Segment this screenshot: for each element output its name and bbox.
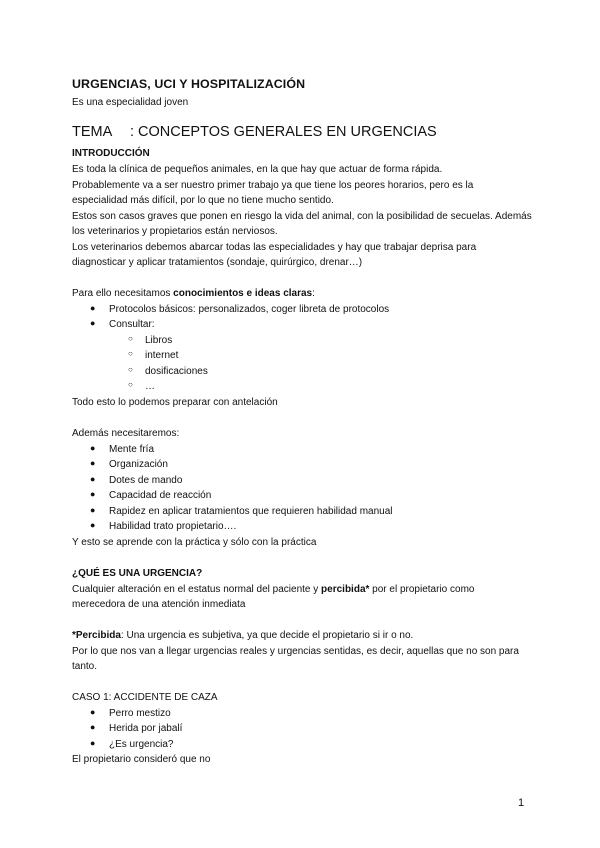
sub-bullet-icon: ○ — [128, 334, 133, 343]
intro-line: especialidad más difícil, por lo que no tiene mucho sentido. — [72, 195, 334, 206]
sub-bullet-icon: ○ — [128, 365, 133, 374]
urgency-def-prefix: Cualquier alteración en el estatus normal del paciente y — [72, 584, 322, 595]
sub-bullet-icon: ○ — [128, 349, 133, 358]
bullet-icon: ● — [90, 722, 96, 732]
needs-prefix: Para ello necesitamos — [72, 288, 174, 299]
intro-line: Los veterinarios debemos abarcar todas las especialidades y hay que trabajar deprisa para — [72, 242, 477, 253]
list-item: Capacidad de reacción — [109, 490, 212, 501]
bullet-icon: ● — [90, 474, 96, 484]
sub-list-item: … — [145, 381, 155, 392]
needs-suffix: : — [312, 288, 315, 299]
prepare-line: Todo esto lo podemos preparar con antelación — [72, 397, 278, 408]
bullet-icon: ● — [90, 520, 96, 530]
ademas-line: Además necesitaremos: — [72, 428, 180, 439]
case-conclusion: El propietario consideró que no — [72, 754, 211, 765]
list-item: Herida por jabalí — [109, 723, 183, 734]
list-item: Habilidad trato propietario…. — [109, 521, 237, 532]
intro-line: Es toda la clínica de pequeños animales, en la que hay que actuar de forma rápida. — [72, 164, 443, 175]
urgency-definition-line2: merecedora de una atención inmediata — [72, 599, 246, 610]
footnote-line2: Por lo que nos van a llegar urgencias reales y urgencias sentidas, es decir, aquellas que no son para — [72, 646, 519, 657]
needs-paragraph — [72, 287, 315, 300]
footnote — [72, 629, 413, 642]
list-item: Perro mestizo — [109, 708, 171, 719]
document-title: URGENCIAS, UCI Y HOSPITALIZACIÓN — [72, 77, 306, 91]
bullet-icon: ● — [90, 458, 96, 468]
bullet-icon: ● — [90, 303, 96, 313]
footnote-text: : Una urgencia es subjetiva, ya que decide el propietario si ir o no. — [120, 630, 414, 641]
sub-list-item: Libros — [145, 335, 173, 346]
topic-title: : CONCEPTOS GENERALES EN URGENCIAS — [130, 124, 437, 140]
intro-line: los veterinarios y propietarios están nerviosos. — [72, 226, 278, 237]
list-item: Organización — [109, 459, 168, 470]
bullet-icon: ● — [90, 443, 96, 453]
document-subtitle: Es una especialidad joven — [72, 97, 189, 108]
urgency-def-suffix: por el propietario como — [369, 584, 475, 595]
bullet-icon: ● — [90, 318, 96, 328]
topic-heading — [72, 126, 437, 139]
footnote-line3: tanto. — [72, 661, 98, 672]
list-item: Rapidez en aplicar tratamientos que requieren habilidad manual — [109, 506, 393, 517]
list-item: Dotes de mando — [109, 475, 183, 486]
list-item: Protocolos básicos: personalizados, coger libreta de protocolos — [109, 304, 390, 315]
case-heading: CASO 1: ACCIDENTE DE CAZA — [72, 692, 218, 703]
intro-line: Estos son casos graves que ponen en riesgo la vida del animal, con la posibilidad de secuelas. Además — [72, 211, 532, 222]
urgency-heading: ¿QUÉ ES UNA URGENCIA? — [72, 568, 203, 579]
bullet-icon: ● — [90, 505, 96, 515]
list-item: ¿Es urgencia? — [109, 739, 174, 750]
urgency-def-bold: percibida* — [321, 584, 370, 595]
sub-list-item: dosificaciones — [145, 366, 208, 377]
practice-line: Y esto se aprende con la práctica y sólo con la práctica — [72, 537, 317, 548]
urgency-definition — [72, 583, 474, 596]
list-item: Mente fría — [109, 444, 155, 455]
intro-heading: INTRODUCCIÓN — [72, 148, 150, 159]
intro-line: diagnosticar y aplicar tratamientos (sondaje, quirúrgico, drenar…) — [72, 257, 363, 268]
topic-label: TEMA — [72, 124, 113, 140]
sub-bullet-icon: ○ — [128, 380, 133, 389]
intro-line: Probablemente va a ser nuestro primer trabajo ya que tiene los peores horarios, pero es la — [72, 180, 474, 191]
page-number: 1 — [518, 797, 525, 809]
list-item: Consultar: — [109, 319, 155, 330]
bullet-icon: ● — [90, 738, 96, 748]
bullet-icon: ● — [90, 489, 96, 499]
needs-bold: conocimientos e ideas claras — [173, 288, 313, 299]
sub-list-item: internet — [145, 350, 179, 361]
footnote-bold: *Percibida — [72, 630, 121, 641]
bullet-icon: ● — [90, 707, 96, 717]
